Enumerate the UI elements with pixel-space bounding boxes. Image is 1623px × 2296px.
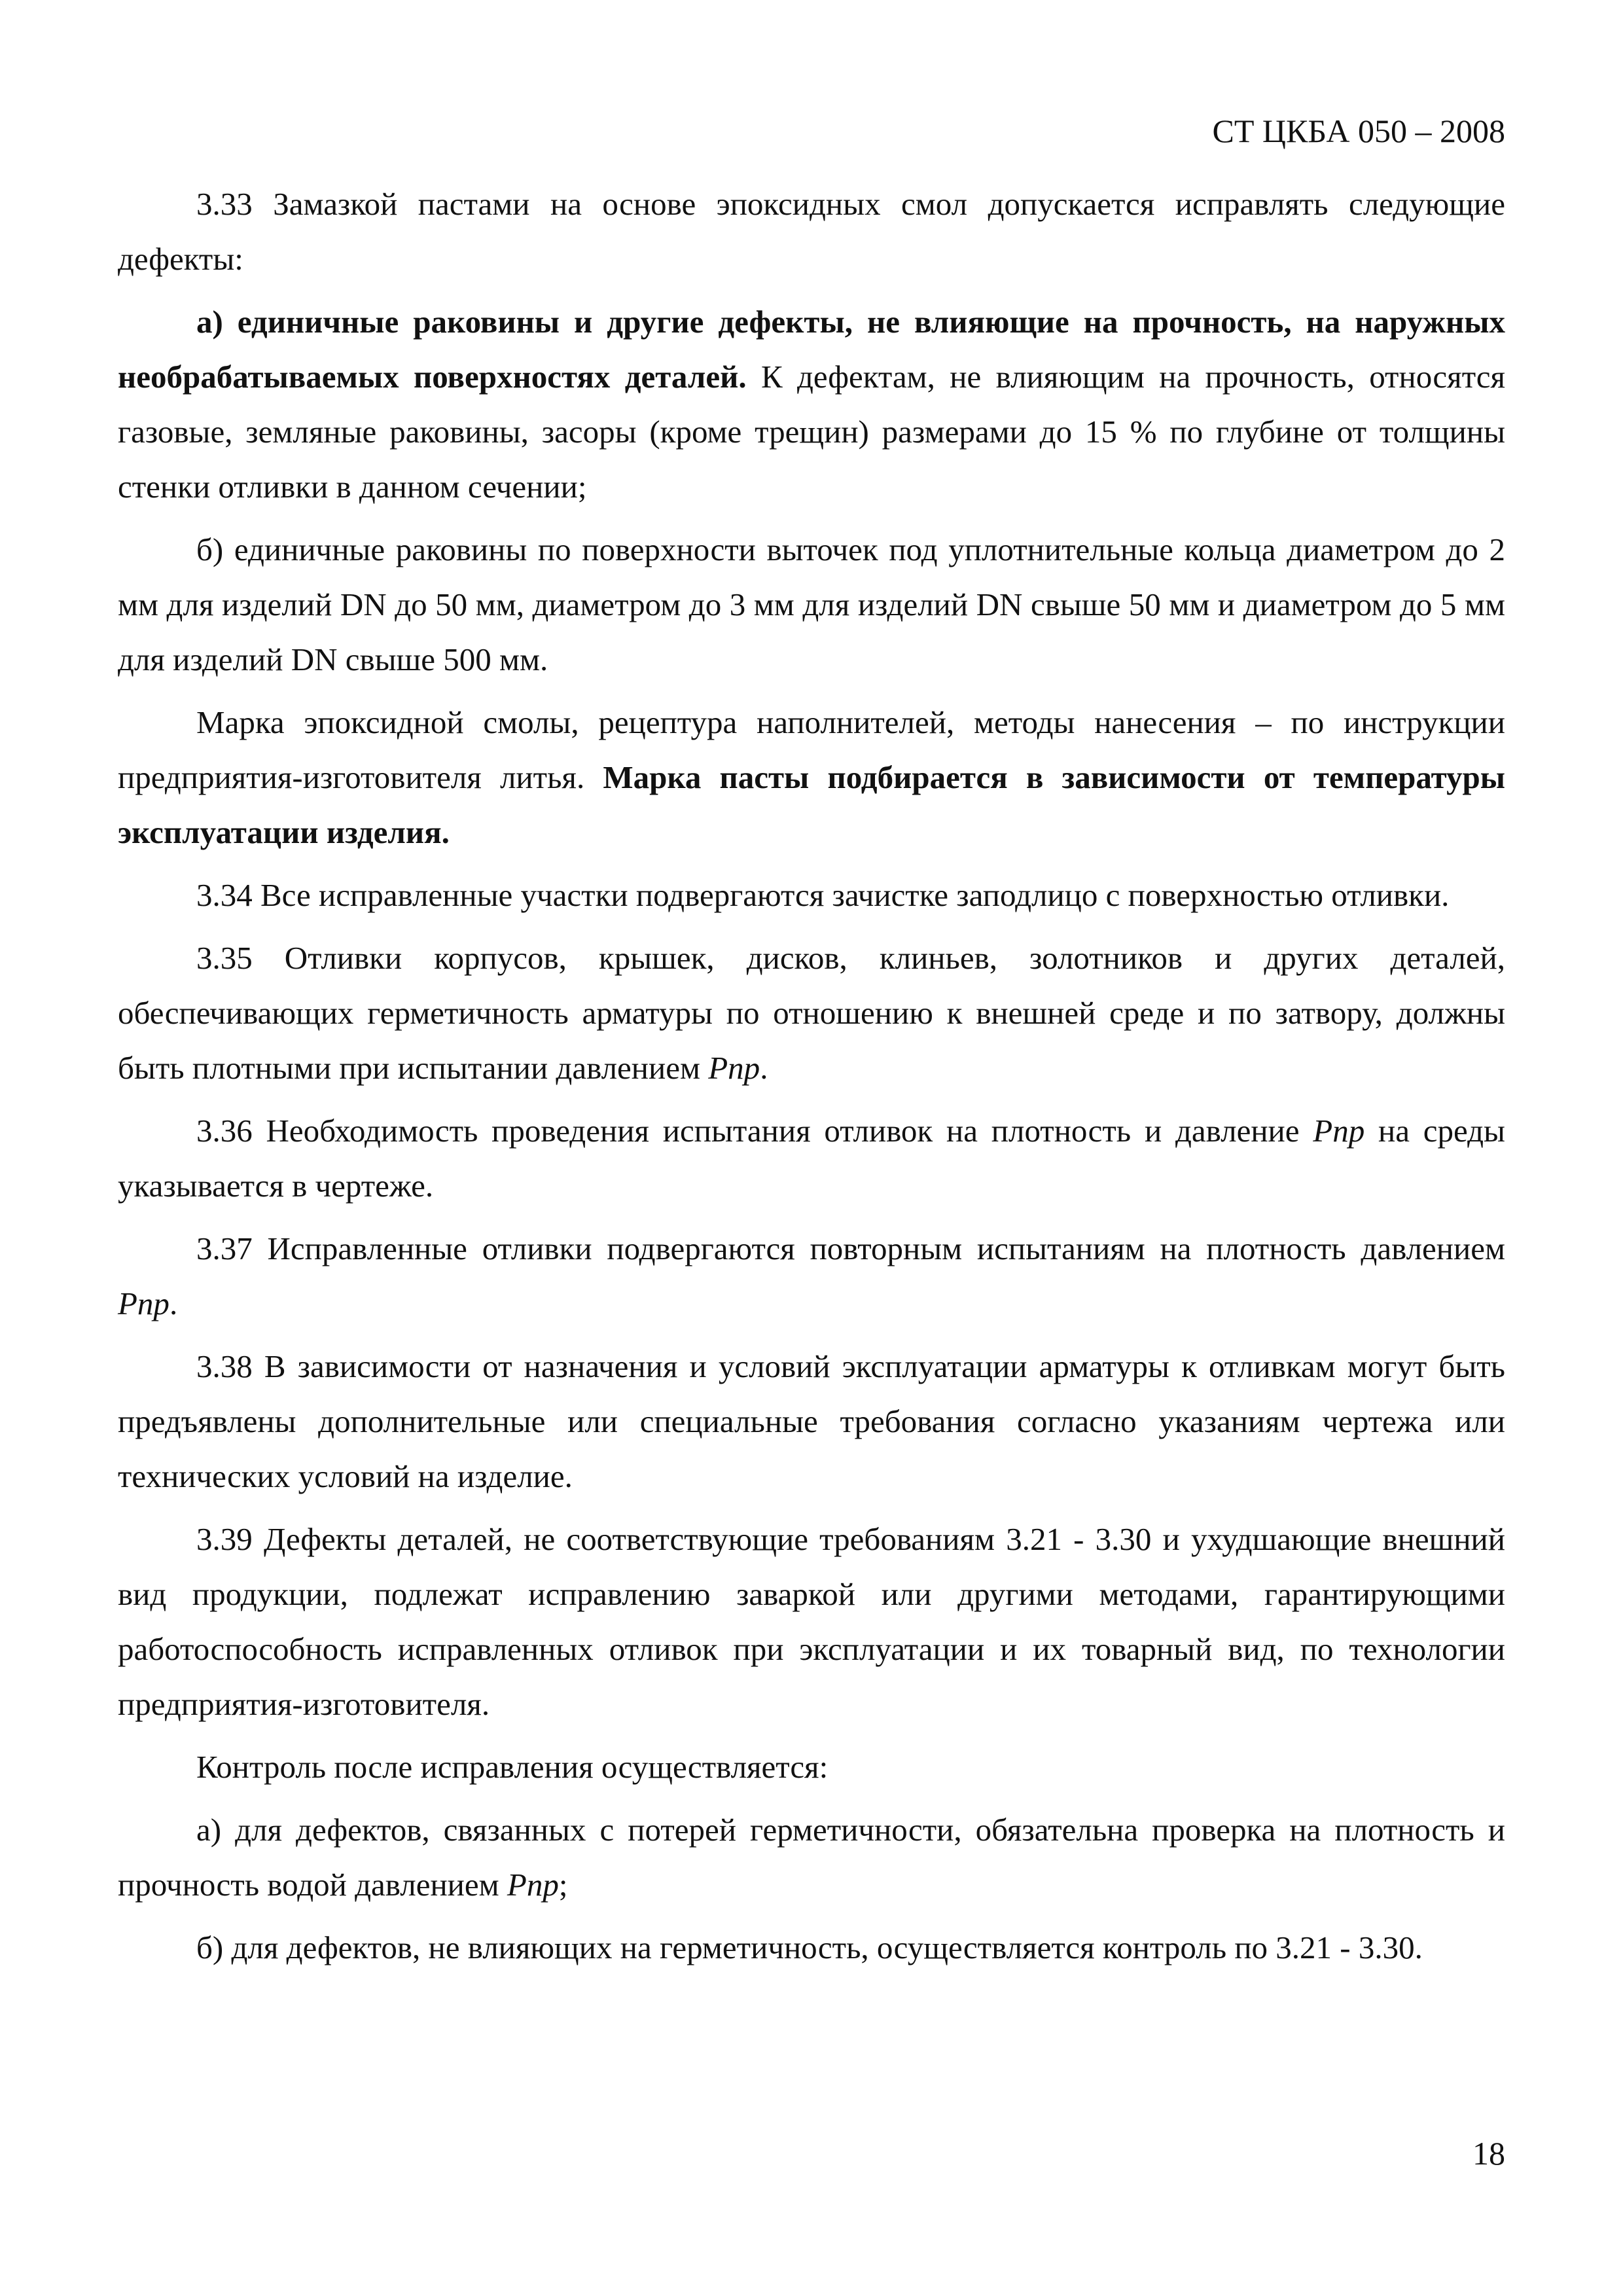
paragraph-3-37-italic: Рпр: [118, 1285, 169, 1321]
paragraph-3-37-text: 3.37 Исправленные отливки подвергаются повторным испытаниям на плотность давлением: [196, 1230, 1505, 1266]
paragraph-control-a-text: а) для дефектов, связанных с потерей герметичности, обязательна проверка на плотность и прочность водой давлением: [118, 1812, 1505, 1903]
paragraph-3-33-b: б) единичные раковины по поверхности выточек под уплотнительные кольца диаметром до 2 мм для изделий DN до 50 мм, диаметром до 3 мм для изделий DN свыше 50 мм и диаметром до 5 мм для изделий DN свыше 500 мм.: [118, 531, 1505, 677]
paragraph-marka: [118, 695, 1505, 860]
paragraph-marka-bold: Марка пасты подбирается в зависимости от температуры эксплуатации изделия.: [118, 759, 1505, 850]
paragraph-3-33-a-rest: К дефектам, не влияющим на прочность, относятся газовые, земляные раковины, засоры (кроме трещин) размерами до 15 % по глубине от толщины стенки отливки в данном сечении;: [118, 359, 1505, 505]
paragraph-3-37: [118, 1221, 1505, 1331]
paragraph-3-36: [118, 1103, 1505, 1213]
document-body: [118, 177, 1505, 1983]
paragraph-control-a: [118, 1803, 1505, 1912]
paragraph-3-35-end: .: [760, 1050, 768, 1086]
paragraph-3-35-text: 3.35 Отливки корпусов, крышек, дисков, клиньев, золотников и других деталей, обеспечивающих герметичность арматуры по отношению к внешней среде и по затвору, должны быть плотными при испытании давлением: [118, 940, 1505, 1086]
paragraph-3-36-italic: Рпр: [1313, 1113, 1365, 1149]
paragraph-control: Контроль после исправления осуществляется:: [196, 1749, 829, 1785]
paragraph-3-38: 3.38 В зависимости от назначения и условий эксплуатации арматуры к отливкам могут быть предъявлены дополнительные или специальные требования согласно указаниям чертежа или технических условий на изделие.: [118, 1348, 1505, 1494]
paragraph-3-34: 3.34 Все исправленные участки подвергаются зачистке заподлицо с поверхностью отливки.: [196, 877, 1450, 913]
paragraph-3-33-a-bold: а) единичные раковины и другие дефекты, не влияющие на прочность, на наружных необрабатываемых поверхностях деталей.: [118, 304, 1505, 395]
paragraph-3-36-text: 3.36 Необходимость проведения испытания отливок на плотность и давление: [196, 1113, 1313, 1149]
paragraph-3-39: 3.39 Дефекты деталей, не соответствующие требованиям 3.21 - 3.30 и ухудшающие внешний вид продукции, подлежат исправлению заваркой или другими методами, гарантирующими работоспособность исправленных отливок при эксплуатации и их товарный вид, по технологии предприятия-изготовителя.: [118, 1521, 1505, 1722]
paragraph-3-36-end: на среды указывается в чертеже.: [118, 1113, 1505, 1204]
paragraph-control-a-italic: Рпр: [507, 1867, 559, 1903]
paragraph-3-37-end: .: [169, 1285, 178, 1321]
paragraph-control-a-end: ;: [558, 1867, 568, 1903]
page-number: 18: [1472, 2135, 1505, 2172]
paragraph-3-33-a: [118, 295, 1505, 514]
paragraph-3-33: 3.33 Замазкой пастами на основе эпоксидных смол допускается исправлять следующие дефекты:: [118, 186, 1505, 277]
paragraph-3-35: [118, 931, 1505, 1096]
paragraph-3-35-italic: Рпр: [708, 1050, 760, 1086]
document-code: СТ ЦКБА 050 – 2008: [1212, 113, 1505, 149]
paragraph-marka-text: Марка эпоксидной смолы, рецептура наполнителей, методы нанесения – по инструкции предприятия-изготовителя литья.: [118, 704, 1505, 795]
paragraph-control-b: б) для дефектов, не влияющих на герметичность, осуществляется контроль по 3.21 - 3.30.: [196, 1929, 1423, 1965]
